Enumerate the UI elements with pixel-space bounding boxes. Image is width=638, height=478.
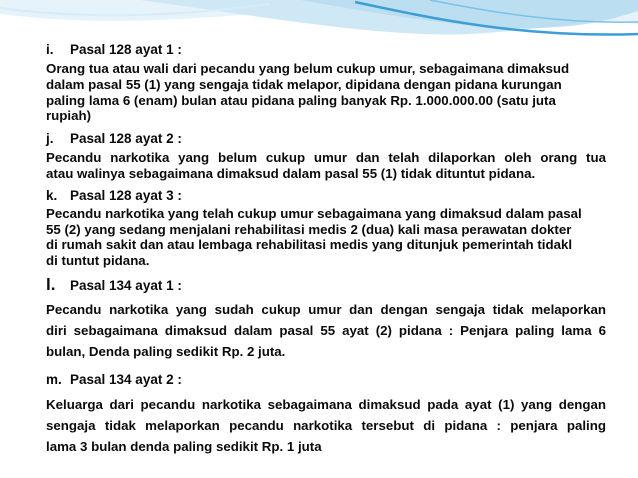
section-heading xyxy=(46,130,606,148)
section-heading xyxy=(46,276,606,295)
paragraph-line: Keluarga dari pecandu narkotika sebagaimana dimaksud pada ayat (1) yang dengan xyxy=(46,396,606,412)
list-marker: l. xyxy=(46,274,56,294)
paragraph-line: paling lama 6 (enam) bulan atau pidana paling banyak Rp. 1.000.000.00 (satu juta xyxy=(46,92,556,108)
section-pasal-134-ayat-1 xyxy=(46,276,606,362)
paragraph-line: dalam pasal 55 (1) yang sengaja tidak melapor, dipidana dengan pidana kurungan xyxy=(46,76,562,92)
paragraph-line: bulan, Denda paling sedikit Rp. 2 juta. xyxy=(46,343,286,359)
paragraph-line: sengaja tidak melaporkan pecandu narkotika tersebut di pidana : penjara paling xyxy=(46,417,606,433)
section-pasal-134-ayat-2 xyxy=(46,371,606,457)
slide-content xyxy=(46,41,606,457)
paragraph-line: rupiah) xyxy=(46,108,92,124)
paragraph-line: di rumah sakit dan atau lembaga rehabilitasi medis yang ditunjuk pemerintah tidakl xyxy=(46,237,573,253)
paragraph-line: Pecandu narkotika yang belum cukup umur dan telah dilaporkan oleh orang tua xyxy=(46,150,606,166)
section-heading xyxy=(46,41,606,59)
heading-text: Pasal 128 ayat 3 : xyxy=(70,187,182,203)
heading-text: Pasal 128 ayat 1 : xyxy=(70,42,182,57)
section-heading xyxy=(46,187,606,205)
paragraph-line: atau walinya sebagaimana dimaksud dalam pasal 55 (1) tidak dituntut pidana. xyxy=(46,165,536,181)
section-paragraph xyxy=(46,150,606,182)
section-pasal-128-ayat-2 xyxy=(46,130,606,182)
section-paragraph xyxy=(46,61,606,124)
paragraph-line: di tuntut pidana. xyxy=(46,253,150,269)
heading-text: Pasal 128 ayat 2 : xyxy=(70,131,182,147)
section-paragraph xyxy=(46,206,606,269)
heading-text: Pasal 134 ayat 1 : xyxy=(70,277,182,293)
section-pasal-128-ayat-3 xyxy=(46,187,606,269)
paragraph-line: Orang tua atau wali dari pecandu yang belum cukup umur, sebagaimana dimaksud xyxy=(46,61,570,76)
section-pasal-128-ayat-1 xyxy=(46,41,606,124)
paragraph-line: diri sebagaimana dimaksud dalam pasal 55 ayat (2) pidana : Penjara paling lama 6 xyxy=(46,322,606,338)
section-paragraph xyxy=(46,299,606,362)
section-heading xyxy=(46,371,606,389)
paragraph-line: Pecandu narkotika yang sudah cukup umur dan dengan sengaja tidak melaporkan xyxy=(46,301,606,317)
paragraph-line: 55 (2) yang sedang menjalani rehabilitasi medis 2 (dua) kali masa perawatan dokter xyxy=(46,221,572,237)
list-marker: k. xyxy=(46,187,58,203)
list-marker: m. xyxy=(46,371,62,387)
section-paragraph xyxy=(46,394,606,457)
list-marker: j. xyxy=(46,131,54,147)
paragraph-line: Pecandu narkotika yang telah cukup umur sebagaimana yang dimaksud dalam pasal xyxy=(46,205,582,221)
list-marker: i. xyxy=(46,42,54,57)
paragraph-line: lama 3 bulan denda paling sedikit Rp. 1 juta xyxy=(46,438,322,454)
heading-text: Pasal 134 ayat 2 : xyxy=(70,371,182,387)
